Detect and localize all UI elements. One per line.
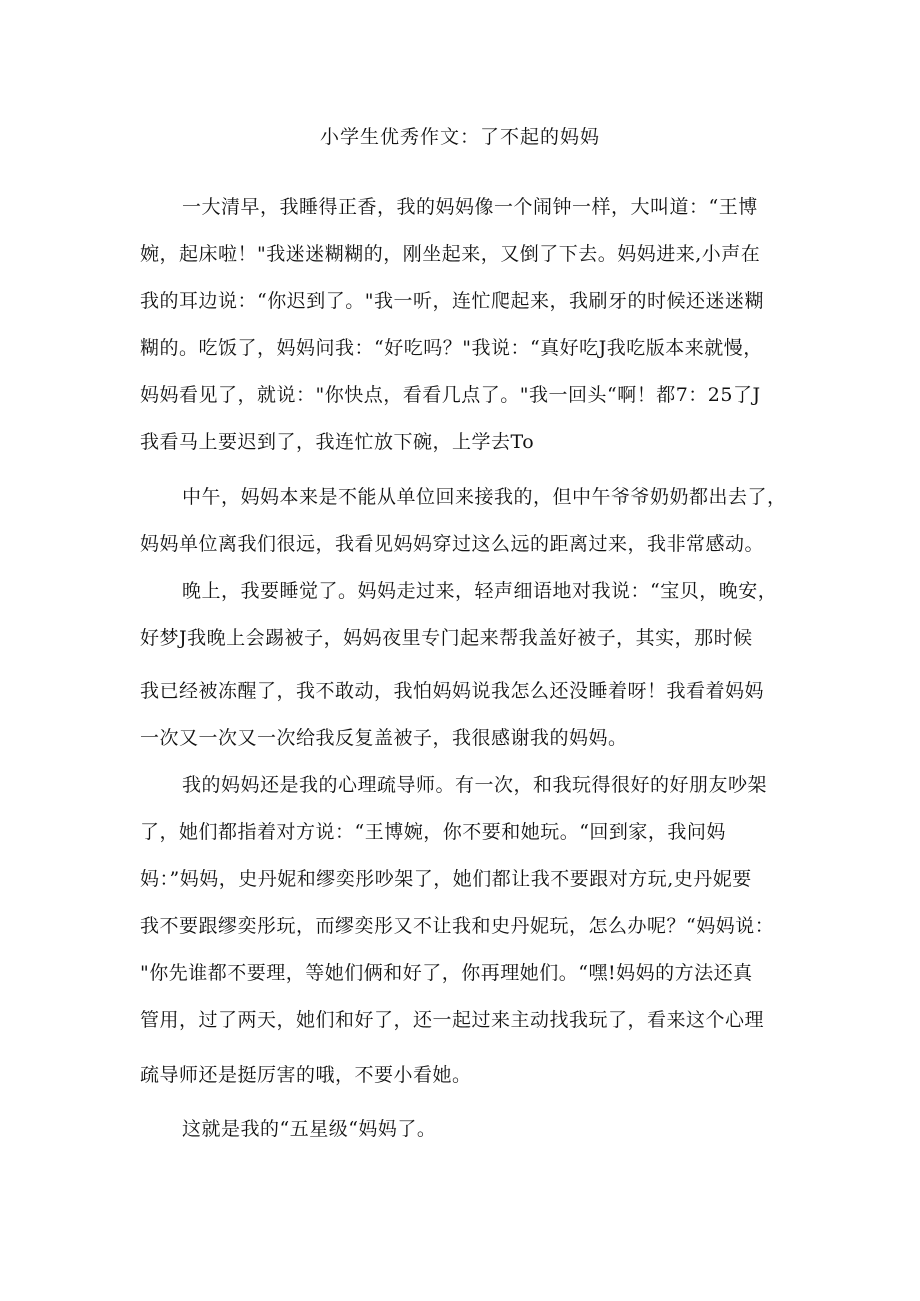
paragraph-line: 一大清早，我睡得正香，我的妈妈像一个闹钟一样，大叫道：“王博 xyxy=(182,196,758,218)
paragraph-line: 我的耳边说：“你迟到了。"我一听，连忙爬起来，我刷牙的时候还迷迷糊 xyxy=(140,290,764,312)
paragraph-line: 管用，过了两天，她们和好了，还一起过来主动找我玩了，看来这个心理 xyxy=(140,1009,765,1031)
paragraph-line: 我的妈妈还是我的心理疏导师。有一次，和我玩得很好的好朋友吵架 xyxy=(182,774,768,796)
paragraph-line: 好梦J我晚上会踢被子，妈妈夜里专门起来帮我盖好被子，其实，那时候 xyxy=(140,627,753,649)
paragraph-line: 我已经被冻醒了，我不敢动，我怕妈妈说我怎么还没睡着呀！我看着妈妈 xyxy=(140,680,765,702)
paragraph-line: 了，她们都指着对方说：“王博婉，你不要和她玩。“回到家，我问妈 xyxy=(140,821,726,843)
paragraph-line: 糊的。吃饭了，妈妈问我：“好吃吗？"我说：“真好吃J我吃版本来就慢， xyxy=(140,337,763,359)
paragraph-line: 中午，妈妈本来是不能从单位回来接我的，但中午爷爷奶奶都出去了， xyxy=(182,486,787,508)
paragraph-line: 一次又一次又一次给我反复盖被子，我很感谢我的妈妈。 xyxy=(140,727,628,749)
paragraph-line: 妈：”妈妈，史丹妮和缪奕彤吵架了，她们都让我不要跟对方玩,史丹妮要 xyxy=(140,868,752,890)
paragraph-line: 婉，起床啦！"我迷迷糊糊的，刚坐起来，又倒了下去。妈妈进来,小声在 xyxy=(140,243,761,265)
paragraph-line: "你先谁都不要理，等她们俩和好了，你再理她们。“嘿!妈妈的方法还真 xyxy=(140,962,753,984)
paragraph-line: 妈妈看见了，就说："你快点，看看几点了。"我一回头“啊！都7：25了J xyxy=(140,384,761,406)
paragraph-line: 这就是我的“五星级“妈妈了。 xyxy=(182,1118,437,1140)
paragraph-line: 妈妈单位离我们很远，我看见妈妈穿过这么远的距离过来，我非常感动。 xyxy=(140,533,765,555)
paragraph-line: 晚上，我要睡觉了。妈妈走过来，轻声细语地对我说：“宝贝，晚安， xyxy=(182,580,778,602)
document-title: 小学生优秀作文：了不起的妈妈 xyxy=(319,126,600,148)
paragraph-line: 我看马上要迟到了，我连忙放下碗，上学去To xyxy=(140,431,535,453)
paragraph-line: 疏导师还是挺厉害的哦，不要小看她。 xyxy=(140,1064,472,1086)
paragraph-line: 我不要跟缪奕彤玩，而缪奕彤又不让我和史丹妮玩，怎么办呢？“妈妈说： xyxy=(140,915,775,937)
